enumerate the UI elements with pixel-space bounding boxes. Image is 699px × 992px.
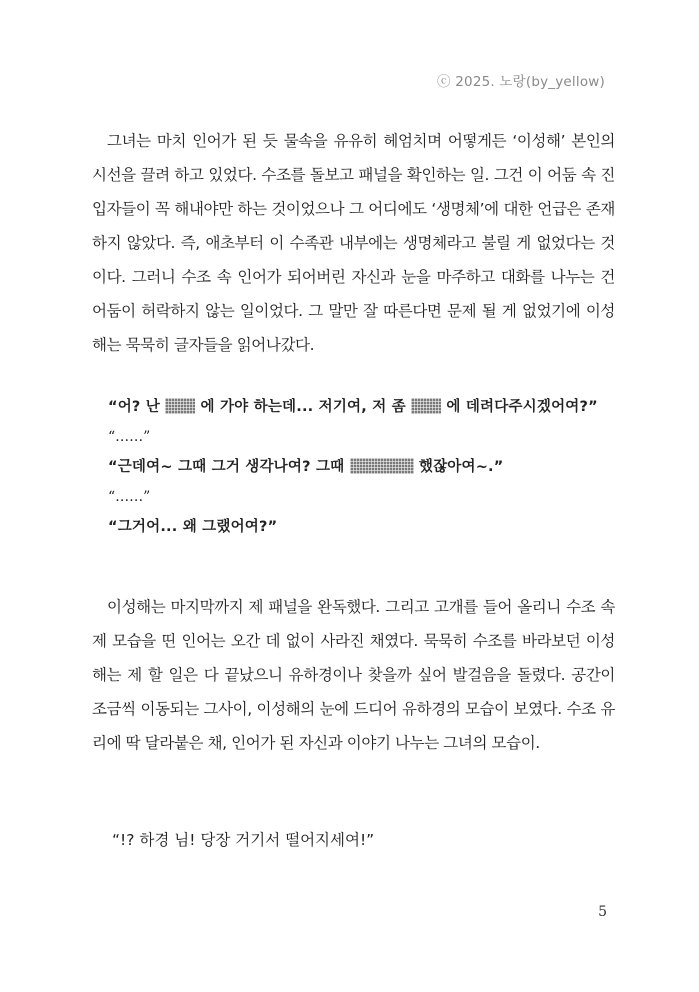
dialogue-block [108,392,628,542]
dialogue-line-5: “그거어... 왜 그랬어여?” [108,519,278,535]
redacted-block [350,458,414,474]
body-paragraph-2: 이성해는 마지막까지 제 패널을 완독했다. 그리고 고개를 들어 올리니 수조 속 제 모습을 띤 인어는 오간 데 없이 사라진 채였다. 묵묵히 수조를 바라보던 이성해는 제 할 일은 다 끝났으니 유하경이나 찾을까 싶어 발걸음을 돌렸다. 공간이 조금씩 이동되는 그사이, 이성해의 눈에 드디어 유하경의 모습이 보였다. 수조 유리에 딱 달라붙은 채, 인어가 된 자신과 이야기 나누는 그녀의 모습이. [92,598,615,752]
dialogue-line-1 [108,392,628,422]
page-number: 5 [598,904,607,920]
dialogue-line-1-part-c: 에 데려다주시겠어여?” [441,399,598,415]
closing-dialogue: “!? 하경 님! 당장 거기서 떨어지세여!” [112,831,375,849]
dialogue-line-3 [108,452,628,482]
dialogue-line-2: “……” [108,429,151,445]
dialogue-line-3-part-b: 했잖아여~.” [413,459,504,475]
redacted-block [411,398,441,414]
copyright-notice: ⓒ 2025. 노랑(by_yellow) [437,74,605,90]
dialogue-line-1-part-b: 에 가야 하는데... 저기여, 저 좀 [195,399,412,415]
dialogue-line-1-part-a: “어? 난 [108,399,166,415]
dialogue-line-3-part-a: “근데여~ 그때 그거 생각나여? 그때 [108,459,350,475]
dialogue-line-4: “……” [108,489,151,505]
body-paragraph-1: 그녀는 마치 인어가 된 듯 물속을 유유히 헤엄치며 어떻게든 ‘이성해’ 본인의 시선을 끌려 하고 있었다. 수조를 돌보고 패널을 확인하는 일. 그건 이 어둠 속 진입자들이 꼭 해내야만 하는 것이었으나 그 어디에도 ‘생명체’에 대한 언급은 존재하지 않았다. 즉, 애초부터 이 수족관 내부에는 생명체라고 불릴 게 없었다는 것이다. 그러니 수조 속 인어가 되어버린 자신과 눈을 마주하고 대화를 나누는 건 어둠이 허락하지 않는 일이었다. 그 말만 잘 따른다면 문제 될 게 없었기에 이성해는 묵묵히 글자들을 읽어나갔다. [92,132,615,354]
redacted-block [165,398,195,414]
